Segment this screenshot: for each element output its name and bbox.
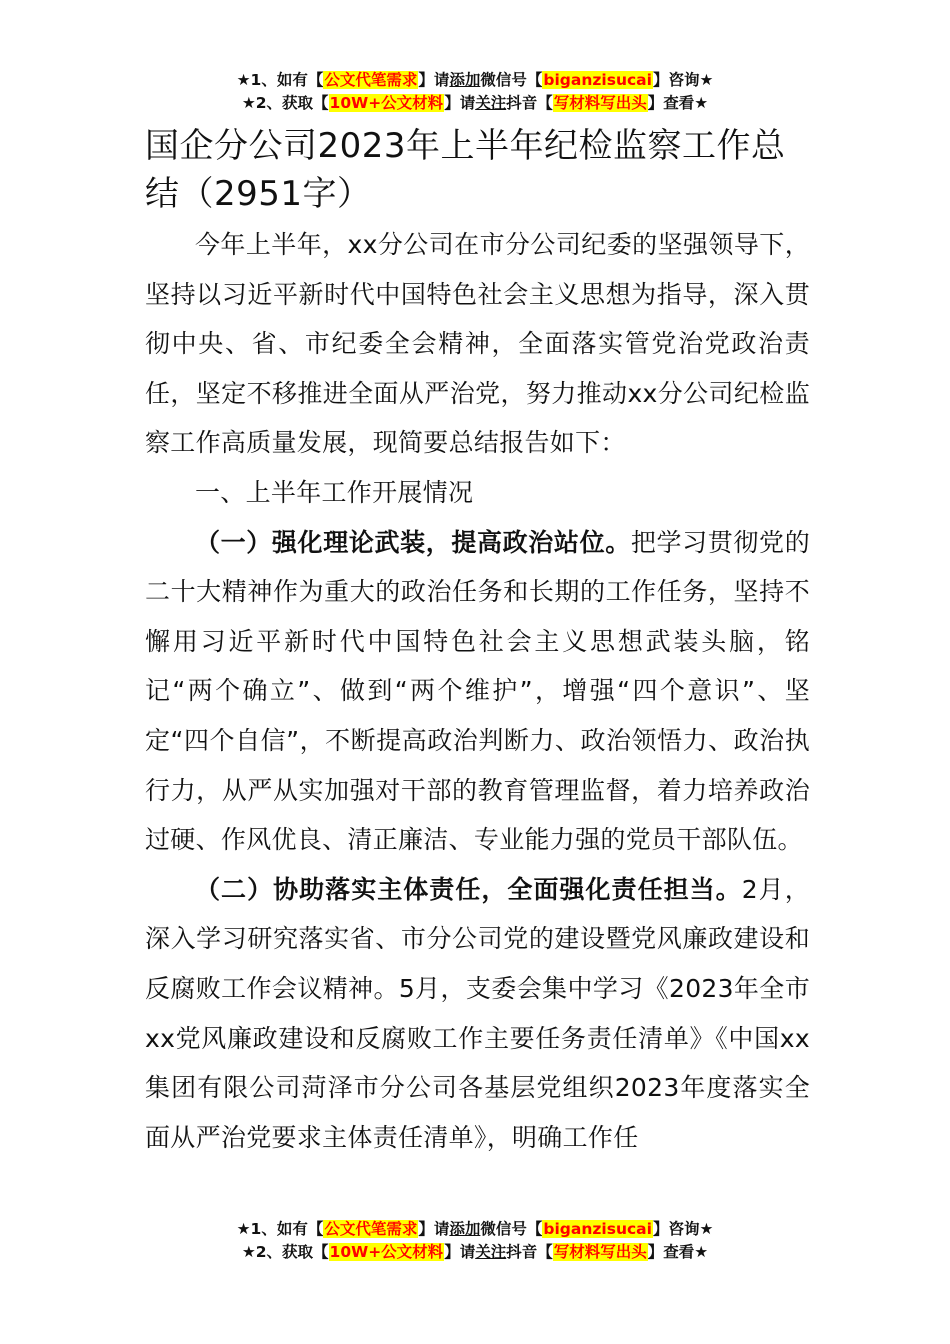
item-2-paragraph — [145, 865, 810, 1163]
promo-banner-bottom — [0, 1218, 950, 1264]
highlight-douyin-id: 写材料写出头 — [553, 1243, 647, 1261]
document-title: 国企分公司2023年上半年纪检监察工作总结（2951字） — [145, 126, 786, 214]
highlight-materials: 10W+公文材料 — [329, 94, 444, 112]
highlight-douyin-id: 写材料写出头 — [553, 94, 647, 112]
item-2-body: 2月，深入学习研究落实省、市分公司党的建设暨党风廉政建设和反腐败工作会议精神。5月，支委会集中学习《2023年全市xx党风廉政建设和反腐败工作主要任务责任清单》《中国xx集团有限公司菏泽市分公司各基层党组织2023年度落实全面从严治党要求主体责任清单》，明确工作任 — [145, 874, 810, 1152]
item-2-heading: （二）协助落实主体责任，全面强化责任担当。 — [195, 874, 742, 904]
highlight-wechat-id: biganzisucai — [543, 1220, 652, 1238]
promo-line-2-bottom: ★2、获取【10W+公文材料】请关注抖音【写材料写出头】查看★ — [241, 1243, 709, 1261]
document-body — [145, 122, 810, 1162]
promo-line-1: ★1、如有【公文代笔需求】请添加微信号【biganzisucai】咨询★ — [236, 71, 714, 89]
item-1-body: 把学习贯彻党的二十大精神作为重大的政治任务和长期的工作任务，坚持不懈用习近平新时代中国特色社会主义思想武装头脑，铭记“两个确立”、做到“两个维护”，增强“四个意识”、坚定“四个自信”，不断提高政治判断力、政治领悟力、政治执行力，从严从实加强对干部的教育管理监督，着力培养政治过硬、作风优良、清正廉洁、专业能力强的党员干部队伍。 — [145, 527, 810, 855]
intro-paragraph: 今年上半年，xx分公司在市分公司纪委的坚强领导下，坚持以习近平新时代中国特色社会主义思想为指导，深入贯彻中央、省、市纪委全会精神，全面落实管党治党政治责任，坚定不移推进全面从严治党，努力推动xx分公司纪检监察工作高质量发展，现简要总结报告如下： — [145, 230, 810, 458]
highlight-service: 公文代笔需求 — [324, 1220, 418, 1238]
highlight-materials: 10W+公文材料 — [329, 1243, 444, 1261]
item-1-heading: （一）强化理论武装，提高政治站位。 — [195, 527, 631, 557]
promo-line-1-bottom: ★1、如有【公文代笔需求】请添加微信号【biganzisucai】咨询★ — [236, 1220, 714, 1238]
promo-banner-top — [0, 69, 950, 115]
section-heading-1: 一、上半年工作开展情况 — [195, 477, 474, 507]
highlight-wechat-id: biganzisucai — [543, 71, 652, 89]
highlight-service: 公文代笔需求 — [324, 71, 418, 89]
promo-line-2: ★2、获取【10W+公文材料】请关注抖音【写材料写出头】查看★ — [241, 94, 709, 112]
item-1-paragraph — [145, 518, 810, 865]
